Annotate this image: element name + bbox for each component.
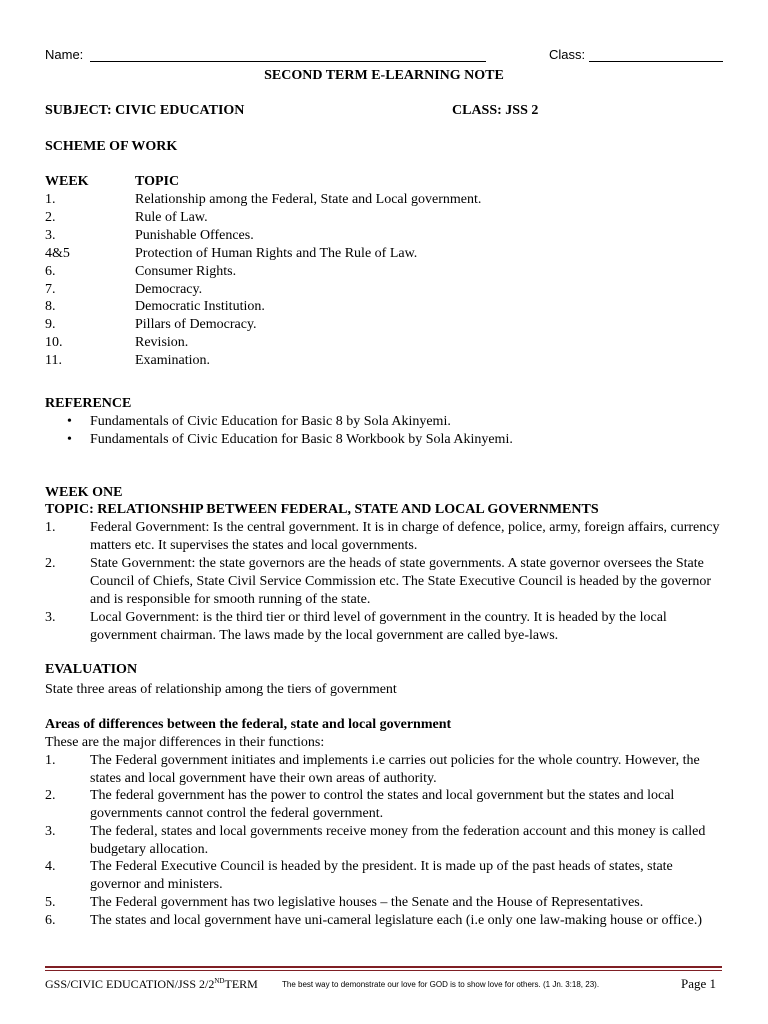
class-blank-line xyxy=(589,61,723,62)
scheme-topic: Punishable Offences. xyxy=(135,227,254,243)
item-number: 5. xyxy=(45,895,56,910)
scheme-week-number: 4&5 xyxy=(45,245,70,261)
scheme-topic: Revision. xyxy=(135,335,189,351)
item-number: 3. xyxy=(45,610,56,625)
item-text: State Government: the state governors are the heads of state governments. A state governor oversees the State Council of Chiefs, State Civil Service Commission etc. The State Executive Council is headed by the governor and is responsible for smooth running of the state. xyxy=(90,556,712,607)
scheme-week-number: 2. xyxy=(45,209,56,225)
differences-heading: Areas of differences between the federal, state and local government xyxy=(45,717,452,732)
reference-text: Fundamentals of Civic Education for Basic 8 by Sola Akinyemi. xyxy=(90,414,451,429)
item-text: The federal government has the power to control the states and local government but the states and local governments cannot control the federal government. xyxy=(90,788,675,821)
item-text: The Federal government has two legislative houses – the Senate and the House of Representatives. xyxy=(90,895,644,910)
scheme-week-number: 9. xyxy=(45,317,56,333)
scheme-topic: Protection of Human Rights and The Rule of Law. xyxy=(135,245,418,261)
scheme-topic: Democratic Institution. xyxy=(135,299,265,315)
footer-rule-thick xyxy=(45,966,722,968)
item-number: 6. xyxy=(45,913,56,928)
item-number: 1. xyxy=(45,753,56,768)
item-number: 1. xyxy=(45,520,56,535)
item-text: Federal Government: Is the central government. It is in charge of defence, police, army, foreign affairs, currency matters etc. It supervises the states and local governments. xyxy=(90,520,720,553)
item-text: The federal, states and local governments receive money from the federation account and this money is called budgetary allocation. xyxy=(90,824,706,857)
document-title: SECOND TERM E-LEARNING NOTE xyxy=(264,68,504,83)
footer-code-superscript: ND xyxy=(214,977,225,985)
week-one-topic: TOPIC: RELATIONSHIP BETWEEN FEDERAL, STATE AND LOCAL GOVERNMENTS xyxy=(45,502,599,517)
footer-code-tail: TERM xyxy=(224,977,258,991)
reference-text: Fundamentals of Civic Education for Basic 8 Workbook by Sola Akinyemi. xyxy=(90,431,513,447)
week-one-heading: WEEK ONE xyxy=(45,485,123,500)
scheme-week-number: 3. xyxy=(45,227,56,243)
name-label: Name: xyxy=(45,47,84,62)
differences-intro: These are the major differences in their functions: xyxy=(45,735,325,750)
class-info: CLASS: JSS 2 xyxy=(452,103,539,118)
name-class-row xyxy=(45,47,725,65)
subject-line: SUBJECT: CIVIC EDUCATION xyxy=(45,103,245,118)
footer-rule-thin xyxy=(45,970,722,971)
scheme-heading: SCHEME OF WORK xyxy=(45,139,178,154)
scheme-topic: Relationship among the Federal, State and Local government. xyxy=(135,192,482,207)
item-text: The Federal Executive Council is headed by the president. It is made up of the past heads of states, state governor and ministers. xyxy=(90,859,673,892)
scheme-topic: Pillars of Democracy. xyxy=(135,317,257,333)
reference-heading: REFERENCE xyxy=(45,396,132,411)
topic-column-header: TOPIC xyxy=(135,174,180,189)
scheme-week-number: 8. xyxy=(45,299,56,315)
item-number: 3. xyxy=(45,824,56,839)
item-text: The Federal government initiates and implements i.e carries out policies for the whole country. However, the states and local government have their own areas of authority. xyxy=(90,753,700,786)
scheme-week-number: 11. xyxy=(45,353,62,369)
footer-code-text: GSS/CIVIC EDUCATION/JSS 2/2 xyxy=(45,977,215,991)
scheme-week-number: 1. xyxy=(45,192,56,207)
item-text: Local Government: is the third tier or third level of government in the country. It is headed by the local government chairman. The laws made by the local government are called bye-laws. xyxy=(90,610,667,643)
evaluation-heading: EVALUATION xyxy=(45,662,138,677)
item-text: The states and local government have uni-cameral legislature each (i.e only one law-making house or office.) xyxy=(90,913,703,928)
item-number: 2. xyxy=(45,788,56,803)
page-footer xyxy=(45,975,722,993)
footer-quote: The best way to demonstrate our love for GOD is to show love for others. (1 Jn. 3:18, 23). xyxy=(282,980,600,989)
week-column-header: WEEK xyxy=(45,174,89,189)
page-number: Page 1 xyxy=(680,976,716,991)
scheme-week-number: 7. xyxy=(45,281,56,297)
item-number: 4. xyxy=(45,859,56,874)
scheme-week-number: 6. xyxy=(45,263,56,279)
scheme-topic: Consumer Rights. xyxy=(135,263,237,279)
scheme-topic: Democracy. xyxy=(135,281,203,297)
name-blank-line xyxy=(90,61,486,62)
scheme-week-number: 10. xyxy=(45,335,63,351)
scheme-topic: Examination. xyxy=(135,353,211,369)
footer-course-code xyxy=(45,977,258,992)
scheme-topic: Rule of Law. xyxy=(135,209,208,225)
evaluation-question: State three areas of relationship among the tiers of government xyxy=(45,682,397,697)
bullet-icon: • xyxy=(67,414,72,429)
item-number: 2. xyxy=(45,556,56,571)
bullet-icon: • xyxy=(67,431,72,447)
class-label: Class: xyxy=(549,47,586,62)
